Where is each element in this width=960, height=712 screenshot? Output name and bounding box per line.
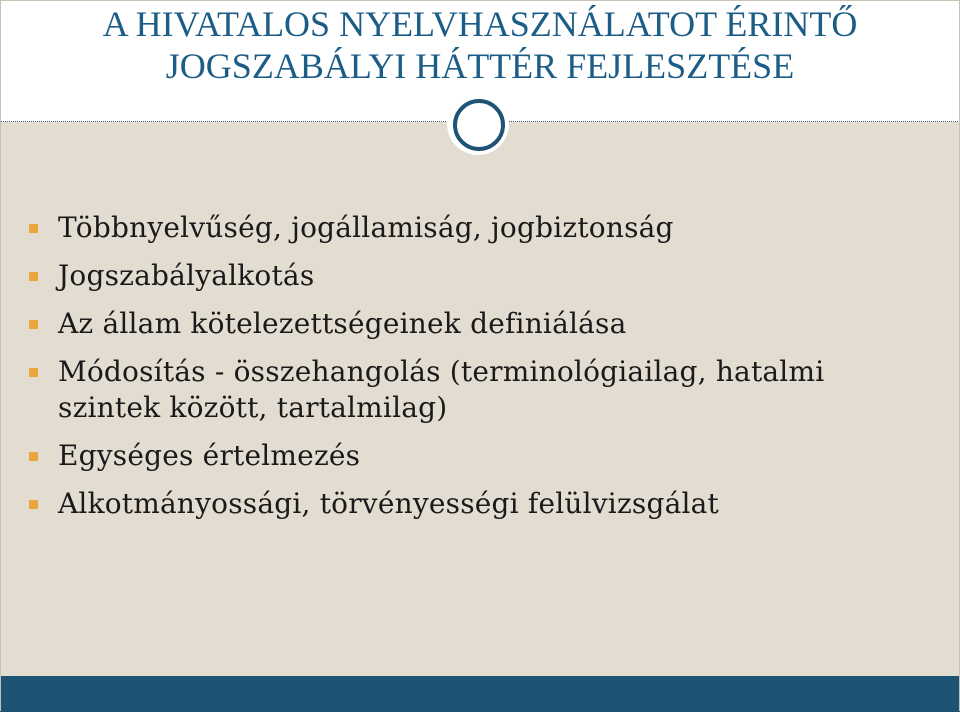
bullet-list — [0, 210, 900, 534]
bullet-text: Módosítás - összehangolás (terminológiailag, hatalmi szintek között, tartalmilag) — [58, 355, 825, 424]
footer-bar — [0, 676, 960, 712]
bullet-text: Alkotmányossági, törvényességi felülvizsgálat — [58, 487, 719, 520]
bullet-item — [0, 438, 900, 474]
circle-ornament-icon — [453, 99, 505, 151]
bullet-item — [0, 354, 900, 426]
square-bullet-icon — [29, 500, 38, 509]
square-bullet-icon — [29, 224, 38, 233]
bullet-item — [0, 306, 900, 342]
title-line-1: A HIVATALOS NYELVHASZNÁLATOT ÉRINTŐ — [102, 4, 858, 44]
bullet-text: Az állam kötelezettségeinek definiálása — [58, 307, 627, 340]
bullet-text: Többnyelvűség, jogállamiság, jogbiztonság — [58, 211, 674, 244]
square-bullet-icon — [29, 272, 38, 281]
bullet-text: Egységes értelmezés — [58, 439, 361, 472]
square-bullet-icon — [29, 320, 38, 329]
bullet-text: Jogszabályalkotás — [58, 259, 315, 292]
square-bullet-icon — [29, 452, 38, 461]
title-line-2: JOGSZABÁLYI HÁTTÉR FEJLESZTÉSE — [165, 46, 795, 86]
bullet-item — [0, 486, 900, 522]
square-bullet-icon — [29, 368, 38, 377]
bullet-item — [0, 210, 900, 246]
bullet-item — [0, 258, 900, 294]
